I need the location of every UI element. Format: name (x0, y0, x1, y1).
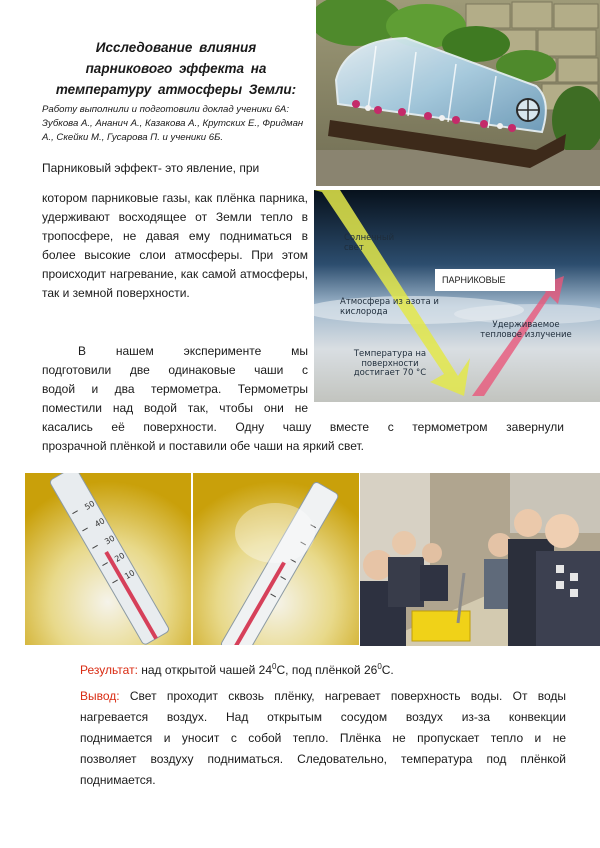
conclusion-label: Вывод: (80, 689, 120, 703)
surface-temperature-label: Температура на поверхности достигает 70 °С (353, 349, 427, 378)
text-line: поднимается и уносит с собой тепло. Плёнка не пропускает тепло и не (80, 731, 566, 745)
authors-text: Работу выполнили и подготовили доклад ученики 6А: Зубкова А., Ананич А., Казакова А., Крутских Е., Фридман А., Скейки М., Гусарова П. и ученики 6Б. (42, 104, 304, 143)
paragraph-definition-start: Парниковый эффект- это явление, при (42, 161, 260, 175)
retained-heat-label: Удерживаемое тепловое излучение (480, 320, 572, 340)
text-line: В нашем эксперименте мы (78, 344, 308, 358)
scale-label: 20 (113, 550, 127, 564)
text-line: прозрачной плёнкой и поставили обе чаши на яркий свет. (42, 439, 364, 453)
conclusion-paragraph (80, 686, 566, 791)
atmosphere-label: Атмосфера из азота и кислорода (340, 297, 439, 317)
text-line: Свет проходит сквозь плёнку, нагревает поверхность воды. От воды (119, 689, 566, 703)
result-text: над открытой чашей 24 (137, 663, 273, 677)
scale-label: 10 (123, 568, 137, 582)
result-text: С, под плёнкой 26 (276, 663, 378, 677)
title-line: парникового эффекта на (85, 61, 267, 76)
sunlight-label: Солнечный свет (344, 233, 395, 253)
page-title (40, 37, 312, 100)
paragraph-experiment (42, 342, 308, 418)
result-label: Результат: (80, 663, 138, 677)
greenhouse-effect-diagram (314, 190, 600, 402)
thermometers-illustration (25, 473, 359, 645)
title-line: температуру атмосферы Земли: (55, 82, 297, 97)
degree-sup: 0 (377, 662, 382, 671)
paragraph-definition: котором парниковые газы, как плёнка парника, удерживают восходящее от Земли тепло в тропосфере, не давая ему подниматься в более высокие слои атмосферы. При этом происходит нагревание, как самой атмосферы, так и земной поверхности. (42, 191, 308, 300)
thermometers-photo (25, 473, 359, 645)
scale-label: 40 (93, 516, 107, 530)
scale-label: 30 (103, 533, 117, 547)
result-text: С. (381, 663, 394, 677)
degree-sup: 0 (272, 662, 277, 671)
greenhouse-photo (316, 0, 600, 186)
result-line (80, 657, 560, 680)
title-line: Исследование влияния (95, 40, 257, 55)
text-line: водой и два термометра. Термометры (42, 382, 308, 396)
text-line: касались её поверхности. Одну чашу вместе с термометром завернули (42, 420, 564, 434)
text-line: поднимается. (80, 773, 156, 787)
text-line: поместили над водой так, чтобы они не (42, 401, 308, 415)
text-line: подготовили две одинаковые чаши с (42, 363, 308, 377)
paragraph-experiment-continued (42, 418, 564, 456)
text-line: нагревается воздух. Над открытым сосудом воздух из-за конвекции (80, 710, 566, 724)
students-illustration (360, 473, 600, 646)
scale-label: 50 (83, 498, 97, 512)
students-photo (360, 473, 600, 646)
greenhouse-gases-box: ПАРНИКОВЫЕ (435, 269, 555, 291)
text-line: позволяет воздуху подниматься. Следовательно, температура под плёнкой (80, 752, 566, 766)
greenhouse-illustration (316, 0, 600, 186)
